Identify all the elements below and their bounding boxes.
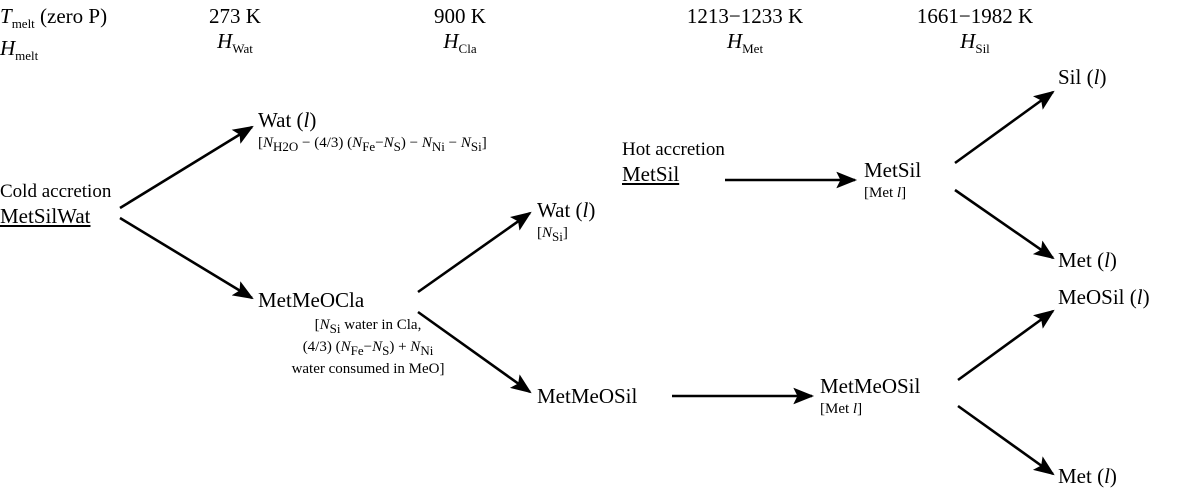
- node-metmeosil-end-brackets: [Met l]: [820, 401, 863, 417]
- node-wat-top-label: Wat (l): [258, 108, 317, 132]
- node-metsilwat-label: MetSilWat: [0, 204, 91, 228]
- node-met-l-lower: Met (l): [1058, 464, 1117, 488]
- node-wat-mid-brackets: [NSi]: [537, 225, 568, 244]
- header-900k: [375, 4, 545, 61]
- cold-accretion-caption: Cold accretion: [0, 181, 112, 202]
- node-hot-accretion: [622, 138, 725, 186]
- node-metmeosil-end: [820, 374, 920, 419]
- arrow-metmeosil-to-meosil: [958, 311, 1053, 380]
- arrow-metsil-to-sil: [955, 92, 1053, 163]
- node-wat-top: [258, 108, 487, 156]
- node-metmeocla-brackets-line1: [NSi water in Cla,: [314, 317, 422, 336]
- arrow-metsil-to-met: [955, 190, 1053, 258]
- node-sil-l: Sil (l): [1058, 65, 1107, 89]
- node-metmeosil-end-label: MetMeOSil: [820, 374, 921, 398]
- node-met-l-upper: Met (l): [1058, 248, 1117, 272]
- arrow-metmeosil-to-met: [958, 406, 1053, 474]
- node-meosil-l: MeOSil (l): [1058, 285, 1150, 309]
- header-1661-1982k-line1: 1661−1982 K: [916, 4, 1034, 28]
- node-metmeocla: [258, 288, 478, 379]
- header-1213-1233k-line1: 1213−1233 K: [686, 4, 804, 28]
- node-metmeosil-mid: [537, 384, 637, 408]
- arrow-metsilwat-to-metmeocla: [120, 218, 252, 298]
- node-metsil-start-label: MetSil: [622, 162, 680, 186]
- node-metsil-end-brackets: [Met l]: [864, 185, 907, 201]
- node-metsil-end: [864, 158, 921, 203]
- node-cold-accretion: [0, 180, 111, 228]
- node-metmeosil-mid-label: MetMeOSil: [537, 384, 638, 408]
- node-wat-top-brackets: [NH2O − (4/3) (NFe−NS) − NNi − NSi]: [258, 135, 487, 154]
- node-metmeocla-label: MetMeOCla: [258, 288, 365, 312]
- hot-accretion-caption: Hot accretion: [622, 139, 725, 160]
- header-1213-1233k: [645, 4, 845, 61]
- header-1661-1982k: [875, 4, 1075, 61]
- node-wat-mid: [537, 198, 595, 246]
- arrow-metmeocla-to-wat: [418, 213, 530, 292]
- header-273k-line2: $H_{Wat}$: [217, 29, 253, 57]
- node-metmeocla-brackets-line3: water consumed in MeO]: [291, 361, 445, 377]
- header-900k-line2: $H_{Cla}$: [443, 29, 477, 57]
- node-wat-mid-label: Wat (l): [537, 198, 596, 222]
- header-1661-1982k-line2: $H_{Sil}$: [960, 29, 990, 57]
- header-tmelt-line2: $H_{melt}$: [0, 36, 39, 64]
- header-900k-line1: 900 K: [434, 4, 486, 28]
- node-metmeocla-brackets-line2: (4/3) (NFe−NS) + NNi: [302, 339, 434, 358]
- node-metmeocla-brackets: [258, 316, 478, 379]
- header-tmelt-line1: $T_{melt}$ (zero P): [0, 4, 108, 32]
- arrow-metsilwat-to-wat: [120, 127, 252, 208]
- header-273k: [150, 4, 320, 61]
- header-273k-line1: 273 K: [209, 4, 261, 28]
- header-1213-1233k-line2: $H_{Met}$: [726, 29, 764, 57]
- node-metsil-end-label: MetSil: [864, 158, 922, 182]
